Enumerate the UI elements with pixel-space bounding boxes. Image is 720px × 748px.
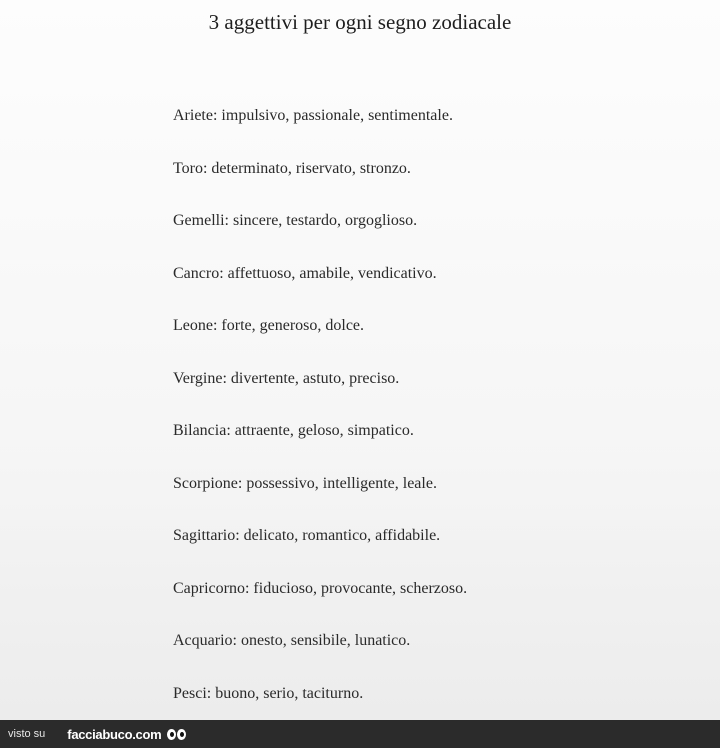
list-item: Capricorno: fiducioso, provocante, scherzoso. [173, 579, 468, 597]
list-item: Scorpione: possessivo, intelligente, leale. [173, 474, 437, 492]
eye-left-icon [167, 729, 176, 740]
list-item: Bilancia: attraente, geloso, simpatico. [173, 422, 414, 439]
watermark-footer [0, 720, 720, 748]
list-item: Pesci: buono, serio, taciturno. [173, 684, 364, 702]
list-item: Vergine: divertente, astuto, preciso. [173, 369, 400, 387]
list-item: Ariete: impulsivo, passionale, sentimentale. [173, 107, 453, 124]
list-item: Leone: forte, generoso, dolce. [173, 317, 365, 334]
list-item: Sagittario: delicato, romantico, affidabile. [173, 527, 441, 544]
list-item: Toro: determinato, riservato, stronzo. [173, 159, 411, 177]
list-item: Acquario: onesto, sensibile, lunatico. [173, 632, 411, 649]
eye-right-icon [177, 729, 186, 740]
list-item: Cancro: affettuoso, amabile, vendicativo. [173, 264, 437, 282]
list-item: Gemelli: sincere, testardo, orgoglioso. [173, 212, 418, 229]
footer-prefix: visto su [8, 728, 46, 740]
page-title: 3 aggettivi per ogni segno zodiacale [208, 10, 512, 34]
zodiac-list [173, 105, 467, 735]
brand-link[interactable]: facciabuco.com [67, 726, 162, 742]
eyes-icon [167, 729, 186, 740]
